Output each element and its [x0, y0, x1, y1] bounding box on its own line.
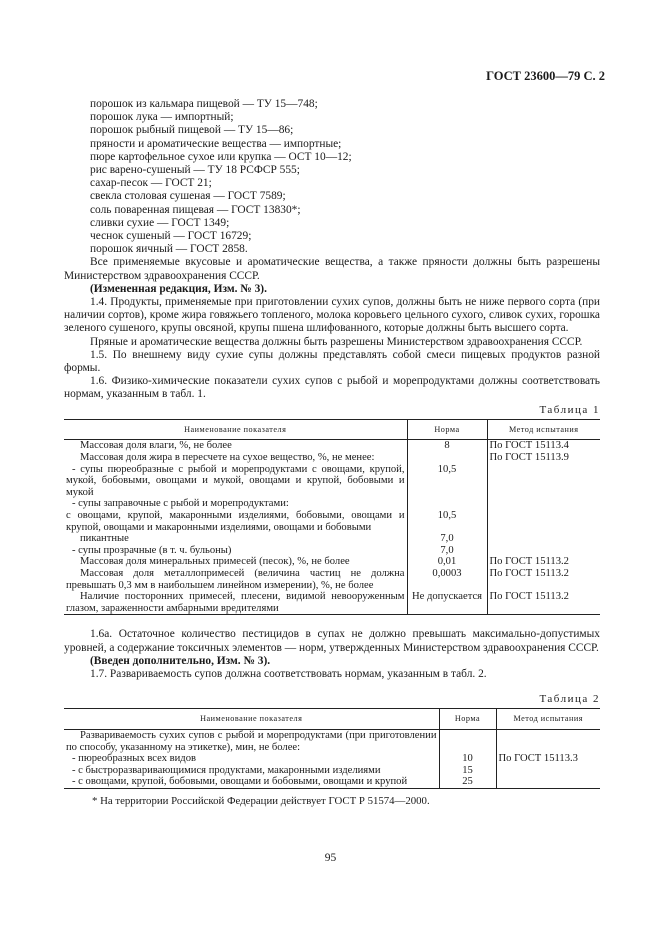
list-item: сливки сухие — ГОСТ 1349; [90, 216, 230, 229]
table2-header-norm: Норма [439, 709, 496, 730]
table1-header-method: Метод испытания [487, 419, 600, 440]
table1-header-name: Наименование показателя [64, 419, 407, 440]
note-changed: (Измененная редакция, Изм. № 3). [90, 282, 267, 295]
paragraph-spices: Все применяемые вкусовые и ароматические вещества, а также пряности должны быть разрешены Министерством здравоохранения СССР. [64, 256, 600, 282]
cell-method [496, 729, 600, 753]
cell-norm: 0,01 [407, 556, 487, 568]
list-item: пряности и ароматические вещества — импортные; [90, 137, 342, 150]
cell-name: с овощами, крупой, макаронными изделиями, бобовыми, овощами и крупой, овощами и макаронными изделиями, овощами и бобовыми [66, 510, 405, 533]
cell-method [496, 776, 600, 788]
paragraph-1-5: 1.5. По внешнему виду сухие супы должны представлять собой смеси пищевых продуктов разной формы. [64, 348, 600, 375]
cell-method: По ГОСТ 15113.2 [487, 556, 600, 568]
table-row [64, 591, 600, 615]
cell-norm [439, 729, 496, 753]
cell-norm: 0,0003 [407, 568, 487, 591]
table-row [64, 440, 600, 452]
cell-name: Развариваемость сухих супов с рыбой и морепродуктами (при приготовлении по способу, указанному на этикетке), мин, не более: [66, 729, 437, 753]
table-row [64, 568, 600, 591]
list-item: свекла столовая сушеная — ГОСТ 7589; [90, 190, 286, 203]
table-row [64, 510, 600, 533]
cell-method [487, 533, 600, 545]
cell-norm: 25 [439, 776, 496, 788]
cell-method: По ГОСТ 15113.4 [487, 440, 600, 452]
list-item: чеснок сушеный — ГОСТ 16729; [90, 230, 252, 243]
cell-name: Наличие посторонних примесей, плесени, видимой невооруженным глазом, зараженности амбарными вредителями [64, 591, 407, 615]
paragraph-1-4: 1.4. Продукты, применяемые при приготовлении сухих супов, должны быть не ниже первого сорта (при наличии сортов), кроме жира говяжьего топленого, молока коровьего цельного сухого, сливок сухих, горошка зеленого сушеного, крупы овсяной, крупы пшена шлифованного, которые должны быть высшего сорта. [64, 296, 600, 335]
table-row [64, 464, 600, 499]
cell-name: - супы пюреобразные с рыбой и морепродуктами с овощами, крупой, мукой, бобовыми, овощами и мукой, овощами и крупой, бобовыми и мукой [66, 463, 405, 498]
note-added: (Введен дополнительно, Изм. № 3). [90, 654, 271, 667]
cell-name: - с быстроразваривающимися продуктами, макаронными изделиями [72, 764, 381, 776]
table-row [64, 452, 600, 464]
cell-name: Массовая доля минеральных примесей (песок), %, не более [80, 556, 350, 568]
cell-method [496, 765, 600, 777]
cell-name: Массовая доля влаги, %, не более [80, 440, 232, 452]
table2-caption: Таблица 2 [539, 693, 600, 706]
cell-norm: 7,0 [407, 545, 487, 557]
list-item: порошок лука — импортный; [90, 111, 234, 124]
cell-name: - с овощами, крупой, бобовыми, овощами и бобовыми, овощами и крупой [64, 776, 439, 788]
cell-name: - супы заправочные с рыбой и морепродуктами: [72, 498, 289, 510]
table1-body [64, 440, 600, 615]
list-item: рис варено-сушеный — ТУ 18 РСФСР 555; [90, 164, 300, 177]
table1-caption: Таблица 1 [539, 403, 600, 416]
table-row [64, 753, 600, 765]
cell-norm: 10,5 [407, 464, 487, 499]
cell-norm [407, 498, 487, 510]
ingredient-list [64, 98, 600, 256]
cell-norm: 10 [439, 753, 496, 765]
list-item: соль поваренная пищевая — ГОСТ 13830*; [90, 203, 301, 216]
list-item: порошок яичный — ГОСТ 2858. [90, 243, 248, 256]
cell-method [487, 545, 600, 557]
page-number: 95 [324, 852, 337, 864]
paragraph-1-6a: 1.6а. Остаточное количество пестицидов в супах не должно превышать максимально-допустимых уровней, а содержание токсичных элементов — норм, утвержденных Министерством здравоохранения СССР. [64, 628, 600, 654]
cell-method [487, 498, 600, 510]
table2-header-method: Метод испытания [496, 709, 600, 730]
table-row [64, 776, 600, 788]
cell-name: пикантные [80, 533, 129, 545]
cell-name: - пюреобразных всех видов [72, 753, 197, 765]
cell-method [487, 464, 600, 499]
table-row [64, 498, 600, 510]
table-row [64, 765, 600, 777]
cell-norm: 15 [439, 765, 496, 777]
table-row [64, 545, 600, 557]
cell-method [487, 510, 600, 533]
table-row [64, 556, 600, 568]
table1-header-norm: Норма [407, 419, 487, 440]
cell-method: По ГОСТ 15113.2 [487, 591, 600, 615]
table-1 [64, 419, 600, 616]
footnote: * На территории Российской Федерации действует ГОСТ Р 51574—2000. [92, 794, 430, 807]
list-item: пюре картофельное сухое или крупка — ОСТ 10—12; [90, 150, 352, 163]
cell-norm: 7,0 [407, 533, 487, 545]
cell-method: По ГОСТ 15113.3 [496, 753, 600, 765]
paragraph-1-7: 1.7. Развариваемость супов должна соответствовать нормам, указанным в табл. 2. [90, 667, 487, 680]
page-header: ГОСТ 23600—79 С. 2 [486, 69, 605, 83]
cell-norm: Не допускается [407, 591, 487, 615]
list-item: сахар-песок — ГОСТ 21; [90, 177, 212, 190]
paragraph-1-6: 1.6. Физико-химические показатели сухих супов с рыбой и морепродуктами должны соответствовать нормам, указанным в табл. 1. [64, 375, 600, 401]
cell-norm [407, 452, 487, 464]
list-item: порошок из кальмара пищевой — ТУ 15—748; [90, 98, 318, 110]
cell-method: По ГОСТ 15113.2 [487, 568, 600, 591]
cell-norm: 10,5 [407, 510, 487, 533]
cell-method: По ГОСТ 15113.9 [487, 452, 600, 464]
cell-norm: 8 [407, 440, 487, 452]
cell-name: Массовая доля металлопримесей (величина частиц не должна превышать 0,3 мм в наибольшем линейном измерении), %, не более [66, 568, 405, 591]
table-row [64, 533, 600, 545]
table2-body [64, 729, 600, 788]
page-content [64, 98, 600, 808]
table-row [64, 729, 600, 753]
cell-name: Массовая доля жира в пересчете на сухое вещество, %, не менее: [80, 452, 375, 464]
table2-header-name: Наименование показателя [64, 709, 439, 730]
cell-name: - супы прозрачные (в т. ч. бульоны) [72, 544, 232, 556]
list-item: порошок рыбный пищевой — ТУ 15—86; [90, 124, 294, 137]
paragraph-spices-2: Пряные и ароматические вещества должны быть разрешены Министерством здравоохранения СССР. [90, 335, 583, 348]
table-2 [64, 708, 600, 789]
